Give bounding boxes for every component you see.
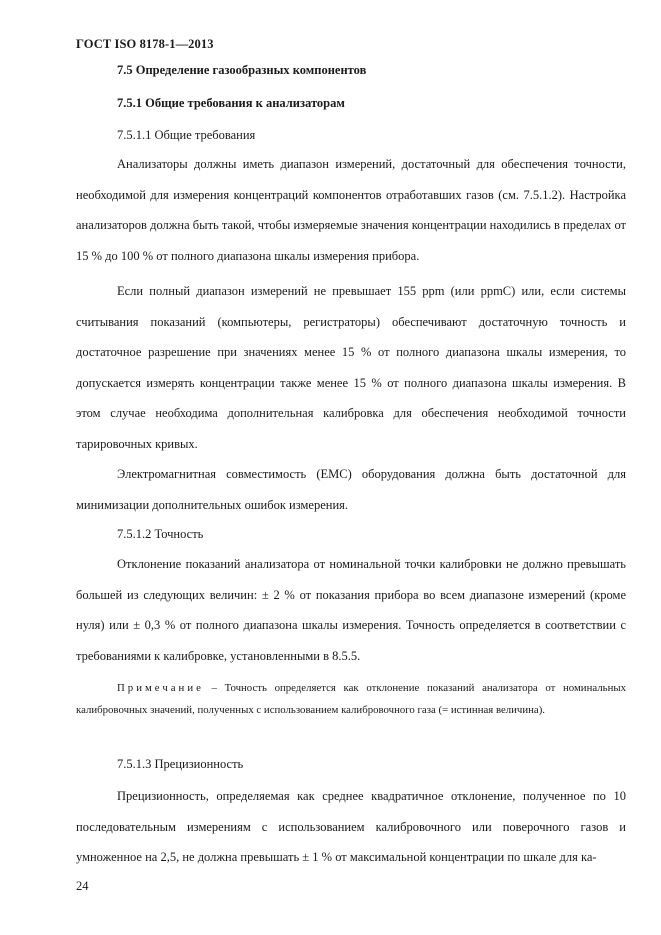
paragraph-emc: Электромагнитная совместимость (ЕМС) оборудования должна быть достаточной для минимизации дополнительных ошибок измерения. [76, 467, 626, 512]
paragraph-analyzer-range: Анализаторы должны иметь диапазон измерений, достаточный для обеспечения точности, необходимой для измерения концентраций компонентов отработавших газов (см. 7.5.1.2). Настройка анализаторов должна быть такой, чтобы измеряемые значения концентрации находились в пределах от 15 % до 100 % от полного диапазона шкалы измерения прибора. [76, 157, 626, 263]
document-header: ГОСТ ISO 8178-1—2013 [76, 37, 214, 51]
note-label: Примечание [117, 682, 204, 694]
note-text: – Точность определяется как отклонение показаний анализатора от номинальных калибровочных значений, полученных с использованием калибровочного газа (= истинная величина). [76, 682, 626, 716]
section-heading-7-5: 7.5 Определение газообразных компонентов [117, 63, 367, 77]
subsection-heading-7-5-1-1: 7.5.1.1 Общие требования [117, 128, 256, 142]
subsection-heading-7-5-1-2: 7.5.1.2 Точность [117, 527, 204, 541]
page-number: 24 [76, 879, 89, 893]
section-heading-7-5-1: 7.5.1 Общие требования к анализаторам [117, 96, 345, 110]
paragraph-precision: Прецизионность, определяемая как среднее квадратичное отклонение, полученное по 10 последовательным измерениям с использованием калибровочного или поверочного газов и умноженное на 2,5, не должна превышать ± 1 % от максимальной концентрации по шкале для ка- [76, 789, 626, 865]
subsection-heading-7-5-1-3: 7.5.1.3 Прецизионность [117, 757, 244, 771]
paragraph-accuracy: Отклонение показаний анализатора от номинальной точки калибровки не должно превышать большей из следующих величин: ± 2 % от показания прибора во всем диапазоне измерений (кроме нуля) или ± 0,3 % от полного диапазона шкалы измерения. Точность определяется в соответствии с требованиями к калибровке, установленными в 8.5.5. [76, 557, 626, 663]
paragraph-low-range: Если полный диапазон измерений не превышает 155 ppm (или ppmC) или, если системы считывания показаний (компьютеры, регистраторы) обеспечивают достаточную точность и достаточное разрешение при значениях менее 15 % от полного диапазона шкалы измерения, то допускается измерять концентрации также менее 15 % от полного диапазона шкалы измерения. В этом случае необходима дополнительная калибровка для обеспечения необходимой точности тарировочных кривых. [76, 284, 626, 451]
note-accuracy [76, 678, 626, 721]
